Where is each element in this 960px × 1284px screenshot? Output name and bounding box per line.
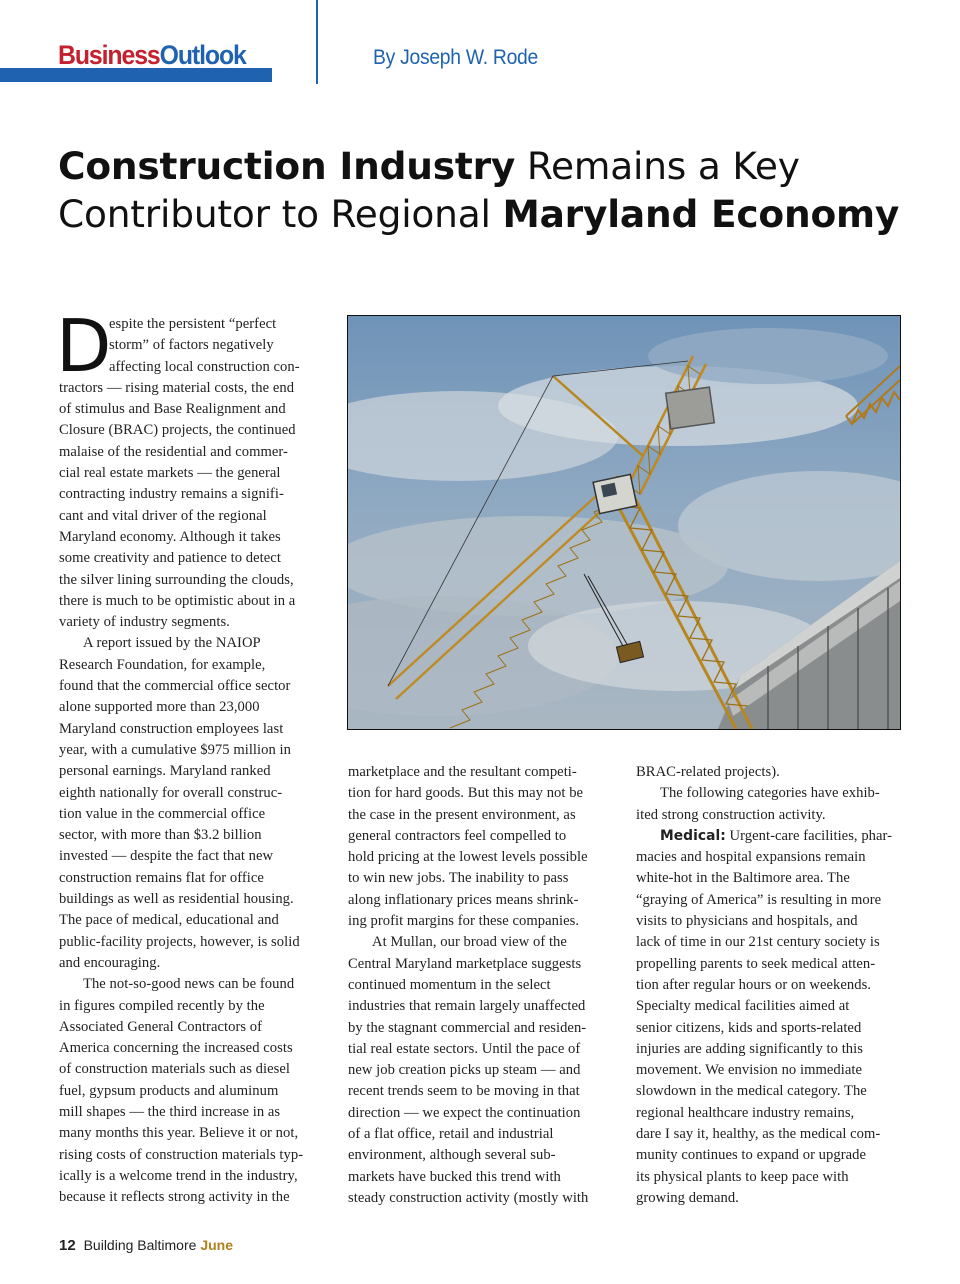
issue-month: June [200, 1237, 233, 1253]
body-line: of construction materials such as diesel [59, 1061, 290, 1078]
body-line: steady construction activity (mostly with [348, 1189, 589, 1206]
body-line: BRAC-related projects). [636, 764, 780, 780]
body-line: public-facility projects, however, is solid [59, 933, 300, 950]
body-line: year, with a cumulative $975 million in [59, 741, 291, 758]
body-line: fuel, gypsum products and aluminum [59, 1082, 279, 1099]
header-divider [316, 0, 318, 84]
body-line: affecting local construction con- [109, 358, 300, 375]
body-line: The following categories have exhib- [660, 785, 880, 802]
body-line: markets have bucked this trend with [348, 1168, 561, 1185]
page-footer [59, 1237, 233, 1254]
body-line: injuries are adding significantly to this [636, 1040, 863, 1057]
body-line: the silver lining surrounding the clouds, [59, 571, 294, 588]
body-line: Maryland construction employees last [59, 720, 284, 737]
body-line: continued momentum in the select [348, 976, 551, 993]
body-line: and encouraging. [59, 954, 161, 971]
body-line: tion value in the commercial office [59, 805, 266, 822]
body-line: sector, with more than $3.2 billion [59, 827, 262, 844]
body-line: America concerning the increased costs [59, 1040, 293, 1057]
body-line: malaise of the residential and commer- [59, 443, 288, 460]
body-line: tial real estate sectors. Until the pace of [348, 1040, 581, 1057]
body-line: The pace of medical, educational and [59, 912, 279, 929]
body-line: The not-so-good news can be found [83, 976, 295, 993]
body-line: dare I say it, healthy, as the medical com- [636, 1126, 881, 1143]
body-line: contracting industry remains a signifi- [59, 486, 284, 503]
body-line: cant and vital driver of the regional [59, 507, 267, 524]
body-line: general contractors feel compelled to [348, 827, 567, 844]
section-name [58, 40, 246, 70]
body-line: variety of industry segments. [59, 614, 230, 631]
body-line: ited strong construction activity. [636, 806, 826, 823]
body-line: propelling parents to seek medical atten- [636, 955, 876, 972]
headline [58, 142, 938, 238]
body-line: many months this year. Believe it or not, [59, 1125, 299, 1142]
body-line-medical [636, 826, 906, 847]
body-line: marketplace and the resultant competi- [348, 764, 577, 780]
body-line: its physical plants to keep pace with [636, 1168, 849, 1185]
section-name-business: Business [58, 40, 160, 70]
body-line: white-hot in the Baltimore area. The [636, 870, 850, 887]
body-line: macies and hospital expansions remain [636, 849, 866, 866]
body-line: along inflationary prices means shrink- [348, 891, 579, 908]
body-line: A report issued by the NAIOP [83, 635, 261, 652]
publication-name: Building Baltimore [83, 1237, 197, 1253]
body-line: rising costs of construction materials typ- [59, 1146, 304, 1163]
body-line: cial real estate markets — the general [59, 465, 281, 482]
body-line: buildings as well as residential housing. [59, 891, 294, 908]
body-line: environment, although several sub- [348, 1147, 556, 1164]
body-line: tion for hard goods. But this may not be [348, 785, 584, 802]
body-line: slowdown in the medical category. The [636, 1083, 867, 1100]
body-line: found that the commercial office sector [59, 678, 291, 695]
body-line: lack of time in our 21st century society is [636, 934, 880, 951]
section-name-outlook: Outlook [159, 40, 246, 70]
body-line: Closure (BRAC) projects, the continued [59, 422, 296, 439]
body-line: ically is a welcome trend in the industry, [59, 1167, 298, 1184]
body-line: personal earnings. Maryland ranked [59, 763, 271, 780]
body-line: new job creation picks up steam — and [348, 1062, 581, 1079]
headline-normal-2: Contributor to Regional [58, 192, 503, 236]
body-line: munity continues to expand or upgrade [636, 1147, 867, 1164]
body-line: recent trends seem to be moving in that [348, 1083, 580, 1100]
construction-crane-photo [347, 315, 901, 730]
body-line: eighth nationally for overall construc- [59, 784, 283, 801]
body-line: ing profit margins for these companies. [348, 913, 580, 930]
body-line: Associated General Contractors of [59, 1018, 263, 1035]
body-line: espite the persistent “perfect [109, 316, 277, 332]
body-line: in figures compiled recently by the [59, 997, 265, 1014]
body-line: to win new jobs. The inability to pass [348, 870, 569, 887]
body-line: there is much to be optimistic about in a [59, 592, 296, 609]
body-line: Central Maryland marketplace suggests [348, 955, 582, 972]
body-line-text: Urgent-care facilities, phar- [725, 827, 893, 844]
body-line: hold pricing at the lowest levels possible [348, 849, 588, 866]
body-line: the case in the present environment, as [348, 806, 576, 823]
body-line: of a flat office, retail and industrial [348, 1126, 554, 1143]
section-accent-bar [0, 68, 272, 82]
headline-bold-2: Maryland Economy [502, 192, 900, 236]
headline-normal-1: Remains a Key [515, 144, 800, 188]
article-column-3 [636, 762, 906, 1209]
article-column-2 [348, 762, 618, 1209]
body-line: industries that remain largely unaffected [348, 998, 586, 1015]
headline-bold-1: Construction Industry [58, 144, 516, 188]
body-line: growing demand. [636, 1189, 739, 1206]
body-line: At Mullan, our broad view of the [372, 934, 567, 951]
body-line: visits to physicians and hospitals, and [636, 913, 858, 930]
body-line: direction — we expect the continuation [348, 1104, 581, 1121]
article-column-1 [59, 314, 329, 1208]
body-line: tion after regular hours or on weekends. [636, 976, 872, 993]
body-line: regional healthcare industry remains, [636, 1104, 855, 1121]
byline: By Joseph W. Rode [373, 46, 538, 69]
page-number: 12 [59, 1237, 76, 1254]
body-line: senior citizens, kids and sports-related [636, 1019, 862, 1036]
body-line: by the stagnant commercial and residen- [348, 1019, 587, 1036]
body-line: alone supported more than 23,000 [59, 699, 260, 716]
body-line: tractors — rising material costs, the end [59, 379, 295, 396]
drop-cap: D [56, 304, 112, 388]
body-line: “graying of America” is resulting in more [636, 891, 882, 908]
body-line: because it reflects strong activity in the [59, 1189, 290, 1206]
body-line: mill shapes — the third increase in as [59, 1103, 281, 1120]
body-line: of stimulus and Base Realignment and [59, 401, 286, 418]
body-line: Research Foundation, for example, [59, 656, 266, 673]
body-line: invested — despite the fact that new [59, 848, 274, 865]
body-line: construction remains flat for office [59, 869, 264, 886]
medical-runin-heading: Medical: [660, 827, 726, 844]
body-line: Specialty medical facilities aimed at [636, 998, 850, 1015]
body-line: movement. We envision no immediate [636, 1062, 863, 1079]
body-line: some creativity and patience to detect [59, 550, 281, 567]
body-line: Maryland economy. Although it takes [59, 528, 281, 545]
body-line: storm” of factors negatively [109, 337, 274, 354]
